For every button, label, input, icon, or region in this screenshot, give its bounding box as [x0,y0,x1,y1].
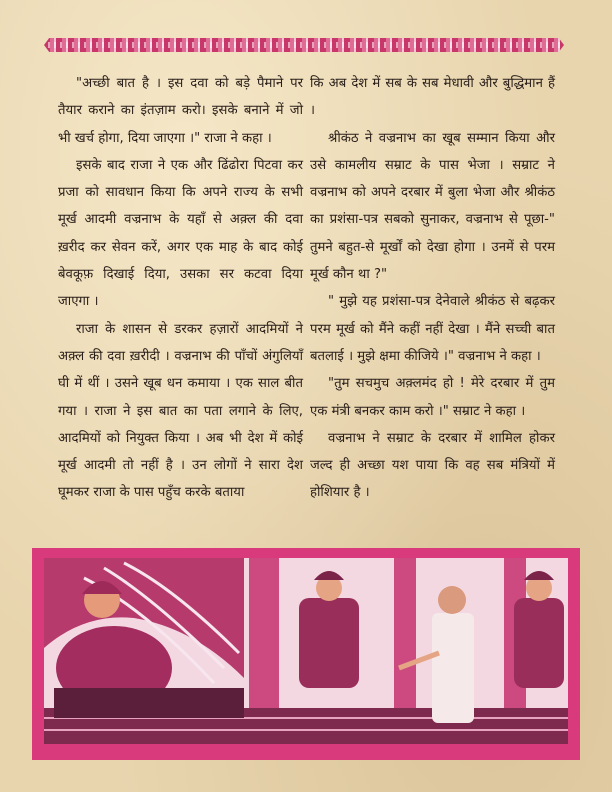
paragraph: श्रीकंठ ने वज्रनाभ का खूब सम्मान किया और उसे कामलीय सम्राट के पास भेजा । सम्राट ने वज्रनाभ को अपने दरबार में बुला भेजा और श्रीकंठ का प्रशंसा-पत्र सबको सुनाकर, वज्रनाभ से पूछा-" तुमने बहुत-से मूर्खों को देखा होगा । उनमें से परम मूर्ख कौन था ?" [310,130,555,283]
left-text-column [58,70,303,507]
decorative-border [44,38,564,52]
paragraph: वज्रनाभ ने सम्राट के दरबार में शामिल होकर जल्द ही अच्छा यश पाया कि वह सब मंत्रियों में होशियार है । [310,430,555,501]
paragraph: राजा के शासन से डरकर हज़ारों आदमियों ने अक़्ल की दवा ख़रीदी । वज्रनाभ की पाँचों अंगुलियाँ घी में थीं । उसने खूब धन कमाया । एक साल बीत गया । राजा ने इस बात का पता लगाने के लिए, आदमियों को नियुक्त किया । अब भी देश में कोई मूर्ख आदमी तो नहीं है । उन लोगों ने सारा देश घूमकर राजा के पास पहुँच करके बताया [58,321,303,501]
paragraph: " मुझे यह प्रशंसा-पत्र देनेवाले श्रीकंठ से बढ़कर परम मूर्ख को मैंने कहीं नहीं देखा । मैंने सच्ची बात बतलाई । मुझे क्षमा कीजिये ।" वज्रनाभ ने कहा । [310,294,555,364]
paragraph: कि अब देश में सब के सब मेधावी और बुद्धिमान हैं । [310,76,555,119]
paragraph: "अच्छी बात है । इस दवा को बड़े पैमाने पर तैयार कराने का इंतज़ाम करो। इसके बनाने में जो भी खर्च होगा, दिया जाएगा ।" राजा ने कहा । [58,76,303,146]
right-text-column [310,70,555,507]
paragraph: इसके बाद राजा ने एक और ढिंढोरा पिटवा कर प्रजा को सावधान किया कि अपने राज्य के सभी मूर्ख आदमी वज्रनाभ के यहाँ से अक़्ल की दवा ख़रीद कर सेवन करें, अगर एक माह के बाद कोई बेवकूफ़ दिखाई दिया, उसका सर कटवा दिया जाएगा । [58,157,303,310]
court-scene-illustration [32,548,580,760]
paragraph: "तुम सचमुच अक़्लमंद हो ! मेरे दरबार में तुम एक मंत्री बनकर काम करो ।" सम्राट ने कहा । [310,376,555,419]
illustration-drawing [44,558,568,744]
